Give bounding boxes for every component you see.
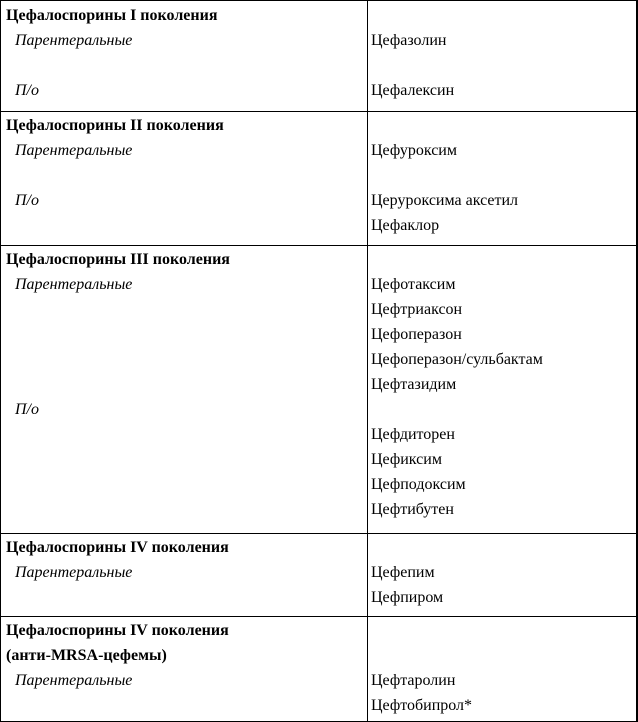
drug-name: Церуроксима аксетил	[371, 192, 519, 209]
group-title: Цефалоспорины I поколения	[6, 7, 218, 24]
route-label-parenteral: Парентеральные	[15, 276, 133, 293]
drug-name: Цефтриаксон	[371, 301, 463, 318]
drug-name: Цефподоксим	[371, 476, 466, 493]
route-label-parenteral: Парентеральные	[15, 672, 133, 689]
group-title: Цефалоспорины IV поколения	[6, 539, 229, 556]
drug-name: Цефаклор	[371, 217, 440, 234]
route-label-oral: П/о	[15, 192, 39, 209]
group-title: Цефалоспорины II поколения	[6, 117, 224, 134]
drug-name: Цефалексин	[371, 82, 455, 99]
drug-name: Цефоперазон	[371, 326, 462, 343]
drug-name: Цефиксим	[371, 451, 442, 468]
drug-name: Цефоперазон/сульбактам	[371, 351, 543, 368]
table-row-generation-2	[1, 112, 636, 245]
drug-name: Цефтобипрол*	[371, 697, 473, 714]
table-row-anti-mrsa	[1, 617, 636, 722]
route-label-parenteral: Парентеральные	[15, 32, 133, 49]
route-label-parenteral: Парентеральные	[15, 142, 133, 159]
group-title: Цефалоспорины IV поколения	[6, 622, 229, 639]
drug-name: Цефтазидим	[371, 376, 457, 393]
route-label-parenteral: Парентеральные	[15, 564, 133, 581]
drug-name: Цефдиторен	[371, 426, 455, 443]
drug-name: Цефотаксим	[371, 276, 456, 293]
table-row-generation-3	[1, 246, 636, 533]
group-title: Цефалоспорины III поколения	[6, 251, 230, 268]
drug-name: Цефуроксим	[371, 142, 457, 159]
drug-name: Цефпиром	[371, 589, 444, 606]
drug-name: Цефтибутен	[371, 501, 454, 518]
group-subtitle: (анти-MRSA-цефемы)	[6, 647, 167, 664]
table-row-generation-4	[1, 534, 636, 616]
drug-name: Цефтаролин	[371, 672, 456, 689]
drug-name: Цефазолин	[371, 32, 447, 49]
drug-name: Цефепим	[371, 564, 435, 581]
route-label-oral: П/о	[15, 401, 39, 418]
route-label-oral: П/о	[15, 82, 39, 99]
table-row-generation-1	[1, 1, 636, 111]
